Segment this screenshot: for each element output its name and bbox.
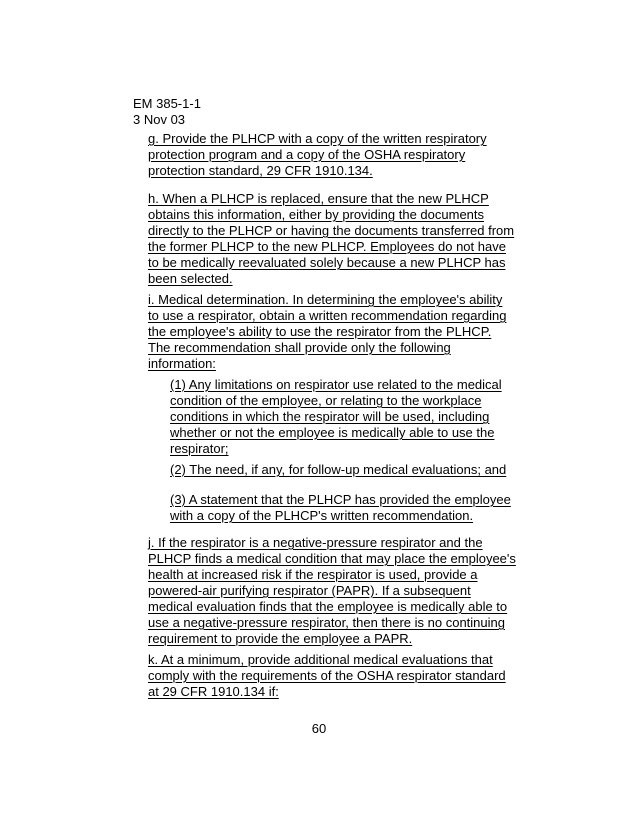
text-line: to use a respirator, obtain a written recommendation regarding (148, 308, 507, 323)
paragraph-i-3 (170, 492, 511, 524)
text-line: protection standard, 29 CFR 1910.134. (148, 163, 373, 178)
page-number: 60 (311, 721, 327, 736)
text-line: PLHCP finds a medical condition that may place the employee's (148, 551, 516, 566)
text-line: obtains this information, either by providing the documents (148, 207, 485, 222)
document-id: EM 385-1-1 (133, 96, 201, 111)
paragraph-k (148, 652, 506, 700)
text-line: use a negative-pressure respirator, then there is no continuing (148, 615, 505, 630)
text-line: medical evaluation finds that the employee is medically able to (148, 599, 508, 614)
text-line: i. Medical determination. In determining the employee's ability (148, 292, 503, 307)
text-line: condition of the employee, or relating to the workplace (170, 393, 482, 408)
text-line: g. Provide the PLHCP with a copy of the written respiratory (148, 131, 487, 146)
paragraph-i-1 (170, 377, 502, 457)
document-date: 3 Nov 03 (133, 112, 186, 127)
paragraph-j (148, 535, 516, 647)
text-line: conditions in which the respirator will be used, including (170, 409, 490, 424)
text-line: to be medically reevaluated solely because a new PLHCP has (148, 255, 506, 270)
text-line: the employee's ability to use the respirator from the PLHCP. (148, 324, 492, 339)
paragraph-i (148, 292, 506, 372)
text-line: h. When a PLHCP is replaced, ensure that the new PLHCP (148, 191, 489, 206)
text-line: information: (148, 356, 216, 371)
text-line: requirement to provide the employee a PAPR. (148, 631, 413, 646)
text-line: with a copy of the PLHCP's written recommendation. (170, 508, 474, 523)
text-line: been selected. (148, 271, 233, 286)
page-header (133, 96, 201, 128)
text-line: the former PLHCP to the new PLHCP. Employees do not have (148, 239, 506, 254)
text-line: The recommendation shall provide only the following (148, 340, 451, 355)
text-line: comply with the requirements of the OSHA respirator standard (148, 668, 506, 683)
text-line: at 29 CFR 1910.134 if: (148, 684, 279, 699)
text-line: (1) Any limitations on respirator use related to the medical (170, 377, 502, 392)
text-line: k. At a minimum, provide additional medical evaluations that (148, 652, 493, 667)
text-line: j. If the respirator is a negative-pressure respirator and the (148, 535, 483, 550)
text-line: powered-air purifying respirator (PAPR). If a subsequent (148, 583, 471, 598)
text-line: respirator; (170, 441, 229, 456)
paragraph-h (148, 191, 514, 287)
text-line: directly to the PLHCP or having the documents transferred from (148, 223, 515, 238)
paragraph-i-2 (170, 462, 506, 478)
text-line: protection program and a copy of the OSHA respiratory (148, 147, 466, 162)
paragraph-g (148, 131, 487, 179)
text-line: (3) A statement that the PLHCP has provided the employee (170, 492, 511, 507)
text-line: (2) The need, if any, for follow-up medical evaluations; and (170, 462, 507, 477)
text-line: whether or not the employee is medically able to use the (170, 425, 495, 440)
text-line: health at increased risk if the respirator is used, provide a (148, 567, 478, 582)
